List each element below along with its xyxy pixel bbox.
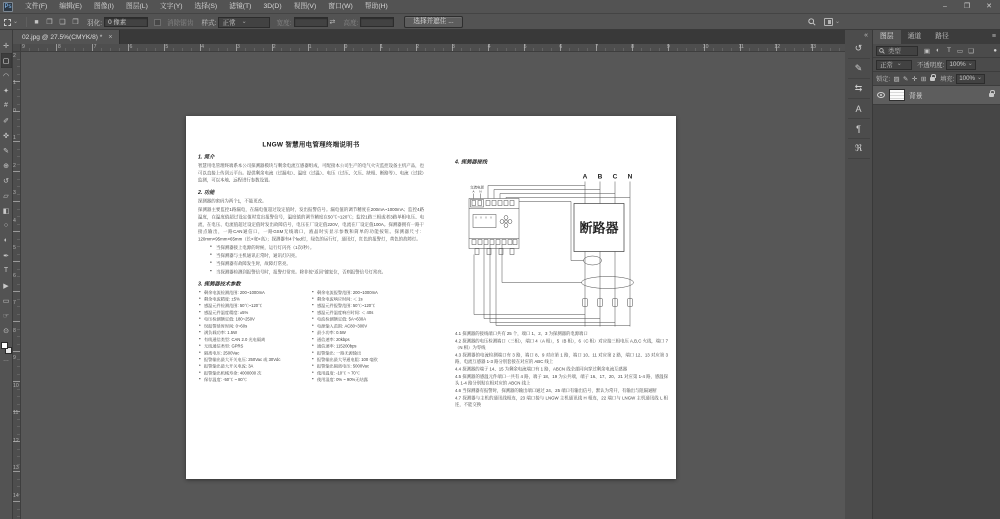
param-item: ● 无线通信类型: GPRS — [198, 343, 311, 350]
canvas[interactable] — [13, 44, 845, 519]
lock-all-icon[interactable] — [930, 77, 935, 81]
wiring-notes — [455, 331, 668, 409]
paragraph-panel-icon[interactable]: ¶ — [848, 119, 870, 139]
lock-move-icon[interactable]: ✛ — [911, 75, 918, 83]
note-item: 4.7 探测器与主机的通讯线相连，23 端口接与 LNGW 主机通讯线 H 相连，22 端口与 LNGW 主机通讯线 L 相连，不能交换 — [455, 395, 668, 408]
page-left-column — [198, 139, 424, 383]
antialias-checkbox[interactable] — [154, 19, 161, 26]
layer-filter-row — [873, 44, 1000, 58]
menu-bar — [0, 0, 1000, 14]
window-controls — [934, 0, 1000, 14]
lock-row — [873, 72, 1000, 86]
tool-preset-picker[interactable] — [0, 19, 22, 26]
eyedropper-tool[interactable]: ✐ — [3, 117, 9, 125]
tab-channels[interactable]: 通道 — [907, 33, 922, 40]
style-label: 样式: — [201, 20, 217, 27]
param-item: ● 剩余电流检测范围: 200~1000mA — [198, 289, 311, 296]
menu-layer[interactable]: 图层(L) — [125, 2, 148, 10]
tab-layers[interactable]: 图层 — [873, 30, 901, 44]
width-input[interactable] — [294, 17, 328, 27]
zoom-tool[interactable]: ⊙ — [3, 327, 9, 335]
healing-brush-tool[interactable]: ✜ — [3, 132, 9, 140]
param-item: ● 电流检测额定值: 5A~630A — [311, 316, 424, 323]
param-item: ● 通信速率: 115200bps — [311, 343, 424, 350]
workspace-icon — [824, 18, 833, 26]
section-1-body: 智慧用电管理终端系本公司探测器模块与剩余电流互感器组成，可配接本公司生产的电气火灾监控设备主机产品，也可以直接上传到云平台。提供剩余电流（过漏电）、温度（过温）、电压（过压、欠压、缺相、断路等）、电流（过载）监测，可以本地、远程进行参数设置。 — [198, 163, 424, 183]
fill-input[interactable]: 100% ⌄ — [956, 74, 985, 84]
wiring-diagram — [460, 171, 650, 329]
param-item: ● 报警输出: 一路无源输出 — [311, 350, 424, 357]
filter-type-select[interactable]: 类型 — [876, 46, 918, 56]
style-select[interactable]: 正常 ⌄ — [218, 17, 270, 28]
divider — [26, 17, 27, 27]
clone-source-panel-icon[interactable]: ⇆ — [848, 79, 870, 99]
workspace-switcher[interactable] — [824, 18, 840, 26]
restore-button[interactable]: ❐ — [963, 2, 971, 10]
intersect-selection-icon[interactable]: ❒ — [72, 18, 79, 26]
search-icon[interactable] — [808, 18, 816, 26]
crop-tool[interactable]: # — [4, 102, 8, 109]
quick-selection-tool[interactable]: ✦ — [3, 87, 9, 95]
tab-close-icon[interactable]: × — [108, 33, 113, 41]
note-item: 4.6 当探测器有报警时，探测器的输出端口通过 24、25 端口有输出信号，默认为常开，有输出与阻隔通断 — [455, 388, 657, 394]
param-item: ● 报警输出最大开关电压: 250Vac 或 30Vdc — [198, 356, 311, 363]
ac-power-a: A — [472, 189, 475, 194]
section-1-heading: 1. 简介 — [198, 154, 215, 160]
panel-area — [845, 30, 1000, 519]
param-item: ● 电压检测额定值: 180~250V — [198, 316, 311, 323]
section-4-heading: 4. 探测器接线 — [455, 159, 488, 165]
menu-view[interactable]: 视图(V) — [293, 2, 317, 10]
shape-tool[interactable]: ▭ — [2, 297, 10, 305]
move-tool[interactable]: ✛ — [3, 42, 9, 50]
param-item: ● 最小功率: 0.5W — [311, 330, 424, 337]
hand-tool[interactable]: ☞ — [2, 312, 10, 320]
color-swatches[interactable] — [1, 342, 12, 354]
bullet-item: ● 当探测器与主机通讯正常时，通讯灯闪亮。 — [210, 252, 419, 259]
antialias-label: 消除锯齿 — [167, 20, 194, 27]
phase-a-label: A — [582, 173, 588, 181]
fill-label: 填充: — [940, 76, 955, 83]
blend-mode-select[interactable]: 正常 ⌄ — [876, 60, 912, 70]
panel-menu-icon[interactable]: ≡ — [991, 33, 996, 40]
note-item: 4.5 探测器的感温元件端口一共有 4 路，端子 18、19 为公共端，端子 16、17、20、21 对应第 1-4 路，感温探头 1-4 路分别贴在相对应的 ABCN 线上 — [455, 374, 668, 386]
param-item: ● 使用温度: -10℃ ~ 70℃ — [311, 370, 424, 377]
lock-label: 锁定: — [876, 76, 891, 83]
tab-paths[interactable]: 路径 — [935, 33, 949, 40]
menu-image[interactable]: 图像(I) — [93, 2, 114, 10]
path-selection-tool[interactable]: ▶ — [3, 282, 9, 290]
tech-params — [198, 289, 424, 383]
phase-n-label: N — [627, 173, 633, 181]
layer-list — [873, 86, 1000, 519]
lock-brush-icon[interactable]: ✎ — [902, 75, 909, 83]
param-item: ● 报警输出最大导通电阻: 100 毫欧 — [311, 356, 424, 363]
pixel-layer-filter-icon[interactable]: ▣ — [923, 47, 931, 55]
param-item: ● 报警输出机械寿命: 4000000 次 — [198, 370, 311, 377]
eraser-tool[interactable]: ▱ — [3, 192, 9, 200]
shape-layer-filter-icon[interactable]: ▭ — [956, 47, 964, 55]
menu-filter[interactable]: 滤镜(T) — [229, 2, 252, 10]
width-label: 宽度: — [276, 20, 292, 27]
character-panel-icon[interactable]: A — [848, 99, 870, 119]
menu-3d[interactable]: 3D(D) — [263, 2, 282, 10]
param-item: ● 误报警延时时间: 0~60s — [198, 323, 311, 330]
menu-edit[interactable]: 编辑(E) — [59, 2, 82, 10]
adjustment-layer-filter-icon[interactable]: ◐ — [936, 46, 940, 54]
param-item: ● 保存温度: -50℃ ~ 80℃ — [198, 377, 311, 384]
brush-tool[interactable]: ✎ — [3, 147, 9, 155]
height-label: 高度: — [343, 20, 359, 27]
subtract-selection-icon[interactable]: ❑ — [59, 18, 66, 26]
blend-mode-row — [873, 58, 1000, 72]
param-item: ● 感温元件报警范围: 50℃~120℃ — [311, 303, 424, 310]
section-2-body: 探测器的密码为两个1，不能更改。 — [198, 198, 267, 204]
menu-type[interactable]: 文字(Y) — [159, 2, 183, 10]
param-item: ● 剩余电流报警范围: 200~1000mA — [311, 289, 424, 296]
breaker-label: 断路器 — [579, 220, 619, 236]
bullet-item: ● 当探测器检测到报警信号时，报警灯常亮。除非按“返回”键复位，否则报警信号灯常亮。 — [210, 268, 419, 275]
param-item: ● 使用湿度: 0% ~ 90%无结露 — [311, 377, 424, 384]
opacity-input[interactable]: 100% ⌄ — [946, 60, 975, 70]
lock-transparency-icon[interactable]: ▨ — [893, 75, 900, 83]
page-right-column — [455, 158, 668, 409]
height-input[interactable] — [360, 17, 394, 27]
menu-help[interactable]: 帮助(H) — [364, 2, 388, 10]
document-tab-bar — [13, 30, 845, 44]
feather-label: 羽化: — [87, 20, 103, 27]
param-item: ● 剩余电流响应时间: ＜ 1s — [311, 296, 424, 303]
feather-input[interactable]: 0 像素 — [104, 17, 148, 27]
param-item: ● 满负载功率: 1.5W — [198, 330, 311, 337]
lock-artboard-icon[interactable]: ⊞ — [920, 75, 927, 83]
add-selection-icon[interactable]: ❐ — [46, 18, 53, 26]
layer-row-background[interactable] — [873, 86, 1000, 105]
history-brush-tool[interactable]: ↺ — [3, 177, 9, 185]
tool-bar — [0, 30, 13, 519]
section-3-heading: 3. 探测器技术参数 — [198, 280, 241, 287]
param-item: ● 感温元件温度响应时间: ＜ 40s — [311, 309, 424, 316]
chevron-down-icon — [242, 19, 247, 26]
rectangular-marquee-tool[interactable]: ▢ — [1, 53, 12, 68]
new-selection-icon[interactable]: ■ — [34, 18, 39, 26]
ac-power-label: 交流电源 — [470, 185, 484, 190]
bullet-item: ● 当探测器有故障发生时，故障灯常亮。 — [210, 260, 419, 267]
select-and-mask-button[interactable]: 选择并遮住 ... — [404, 16, 462, 28]
pen-tool[interactable]: ✒ — [3, 252, 9, 260]
phase-c-label: C — [612, 173, 618, 181]
menu-file[interactable]: 文件(F) — [25, 2, 48, 10]
chevron-down-icon — [13, 19, 18, 26]
param-item: ● 电源输入范围: AC80~300V — [311, 323, 424, 330]
horizontal-ruler: 9 8 7 6 5 4 3 2 1 0 1 2 3 4 5 6 7 8 9 10 11 12 13 — [21, 44, 845, 52]
section-2-body: 探测器主要监控1路漏电，在漏电值超过设定值时，发出报警信号。漏电值的调节精度在200mA~1000mA；监控4路温度，在温度值超过设定值时发出报警信号，温度值的调节精度在50℃~120℃；监控1路三相或者3路单相电压、电流，在电压、电流值超过设定值时发出故障信号，电压在厂设定值220V，电流在厂设定值100A。探测器拥有一路干接点输出，一路CAN通信口，一路GSM无线端口，液晶时实显示参数和简单的功能按钮。探测器尺寸：120mm×95mm×65mm（长×宽×高）；探测器有4个led灯，绿色的运行灯，通讯灯，红色的报警灯，黄色的故障灯。 — [198, 207, 424, 242]
chevron-down-icon — [897, 61, 902, 68]
manual-title: LNGW 智慧用电管理终端说明书 — [262, 140, 360, 148]
filter-toggle-icon[interactable]: ● — [993, 47, 997, 54]
param-item: ● 报警输出最大开关电流: 3A — [198, 363, 311, 370]
chevron-down-icon — [968, 61, 973, 68]
section-2-heading: 2. 功能 — [198, 189, 215, 196]
menu-select[interactable]: 选择(S) — [194, 2, 218, 10]
edit-toolbar-icon[interactable]: … — [3, 357, 9, 363]
clone-stamp-tool[interactable]: ⊕ — [3, 162, 9, 170]
collapsed-panel-strip — [845, 30, 873, 519]
vertical-ruler: 2 1 0 1 2 3 4 5 6 7 8 9 10 11 12 13 14 — [13, 52, 21, 519]
note-item: 4.1 探测器的接线端口共有 25 个，端口 1、2、3 为探测器的电源端口 — [455, 331, 588, 336]
smart-object-filter-icon[interactable]: ❏ — [968, 47, 974, 55]
layer-visibility-eye-icon[interactable] — [877, 92, 885, 98]
history-panel-icon[interactable]: ↺ — [848, 39, 870, 59]
param-item: ● 报警输出隔离电压: 5000Vac — [311, 363, 424, 370]
blur-tool[interactable]: ○ — [3, 222, 9, 229]
close-button[interactable]: ✕ — [986, 2, 992, 10]
foreground-color-swatch[interactable] — [1, 342, 8, 349]
gradient-tool[interactable]: ◧ — [2, 207, 10, 215]
note-item: 4.2 探测器的电压检测端口（三相），端口 4（A 相），5（B 相），6（C 相）对应接三相电压 A,B,C 火线，端口 7（N 相）为零线 — [455, 338, 668, 351]
param-item: ● 通信速率: 20kbps — [311, 336, 424, 343]
param-item: ● 有线通信类型: CAN 2.0 光电隔离 — [198, 336, 311, 343]
document-page — [186, 116, 676, 479]
brush-settings-panel-icon[interactable]: ✎ — [848, 59, 870, 79]
document-tab[interactable]: 02.jpg @ 27.5%(CMYK/8) * × — [13, 30, 120, 44]
phase-b-label: B — [597, 173, 603, 181]
expand-panels-icon[interactable]: « — [864, 32, 868, 39]
layer-name: 背景 — [909, 93, 923, 100]
ac-power-n: N — [479, 189, 482, 194]
options-bar — [0, 15, 1000, 30]
bullet-item: ● 当探测器接上电源的时候，运行灯闪亮（1次/秒）。 — [210, 244, 419, 251]
opacity-label: 不透明度: — [917, 62, 945, 69]
type-layer-filter-icon[interactable]: T — [947, 46, 951, 54]
dodge-tool[interactable]: ◐ — [3, 237, 9, 244]
glyphs-panel-icon[interactable]: ℜ — [848, 139, 870, 159]
param-item: ● 隔离电压: 2500Vac — [198, 350, 311, 357]
swap-dimensions-icon[interactable]: ⇄ — [329, 19, 336, 26]
search-icon — [879, 48, 885, 54]
type-tool[interactable]: T — [3, 267, 9, 274]
note-item: 4.3 探测器的电流检测端口有 3 路，端口 8、9 对应第 1 路，端口 10、11 对应第 2 路，端口 12、13 对应第 3 路，电流互感器 1-3 路分别套接在对应的 ABC 线上 — [455, 352, 668, 365]
minimize-button[interactable]: – — [943, 2, 947, 10]
chevron-down-icon — [835, 19, 840, 26]
app-logo-icon: Ps — [4, 3, 12, 10]
document-area — [13, 30, 845, 519]
marquee-tool-icon — [4, 19, 11, 26]
menu-window[interactable]: 窗口(W) — [328, 2, 353, 10]
panel-tabs — [873, 30, 1000, 44]
ruler-origin — [13, 44, 21, 52]
layers-panel-group — [873, 30, 1000, 519]
param-item: ● 剩余电流精度: ±5% — [198, 296, 311, 303]
note-item: 4.4 探测器的端子 14、15 为剩余电流端口有 1 路，ABCN 线全部同向穿过剩余电流互感器 — [455, 366, 628, 372]
layer-thumbnail[interactable] — [889, 89, 905, 101]
lasso-tool[interactable]: ◠ — [2, 72, 10, 80]
chevron-down-icon — [977, 75, 982, 82]
layer-lock-icon — [989, 93, 994, 97]
param-item: ● 感温元件检测范围: 50℃~120℃ — [198, 303, 311, 310]
param-item: ● 感温元件温度精度: ±5% — [198, 309, 311, 316]
function-bullets — [198, 244, 424, 275]
